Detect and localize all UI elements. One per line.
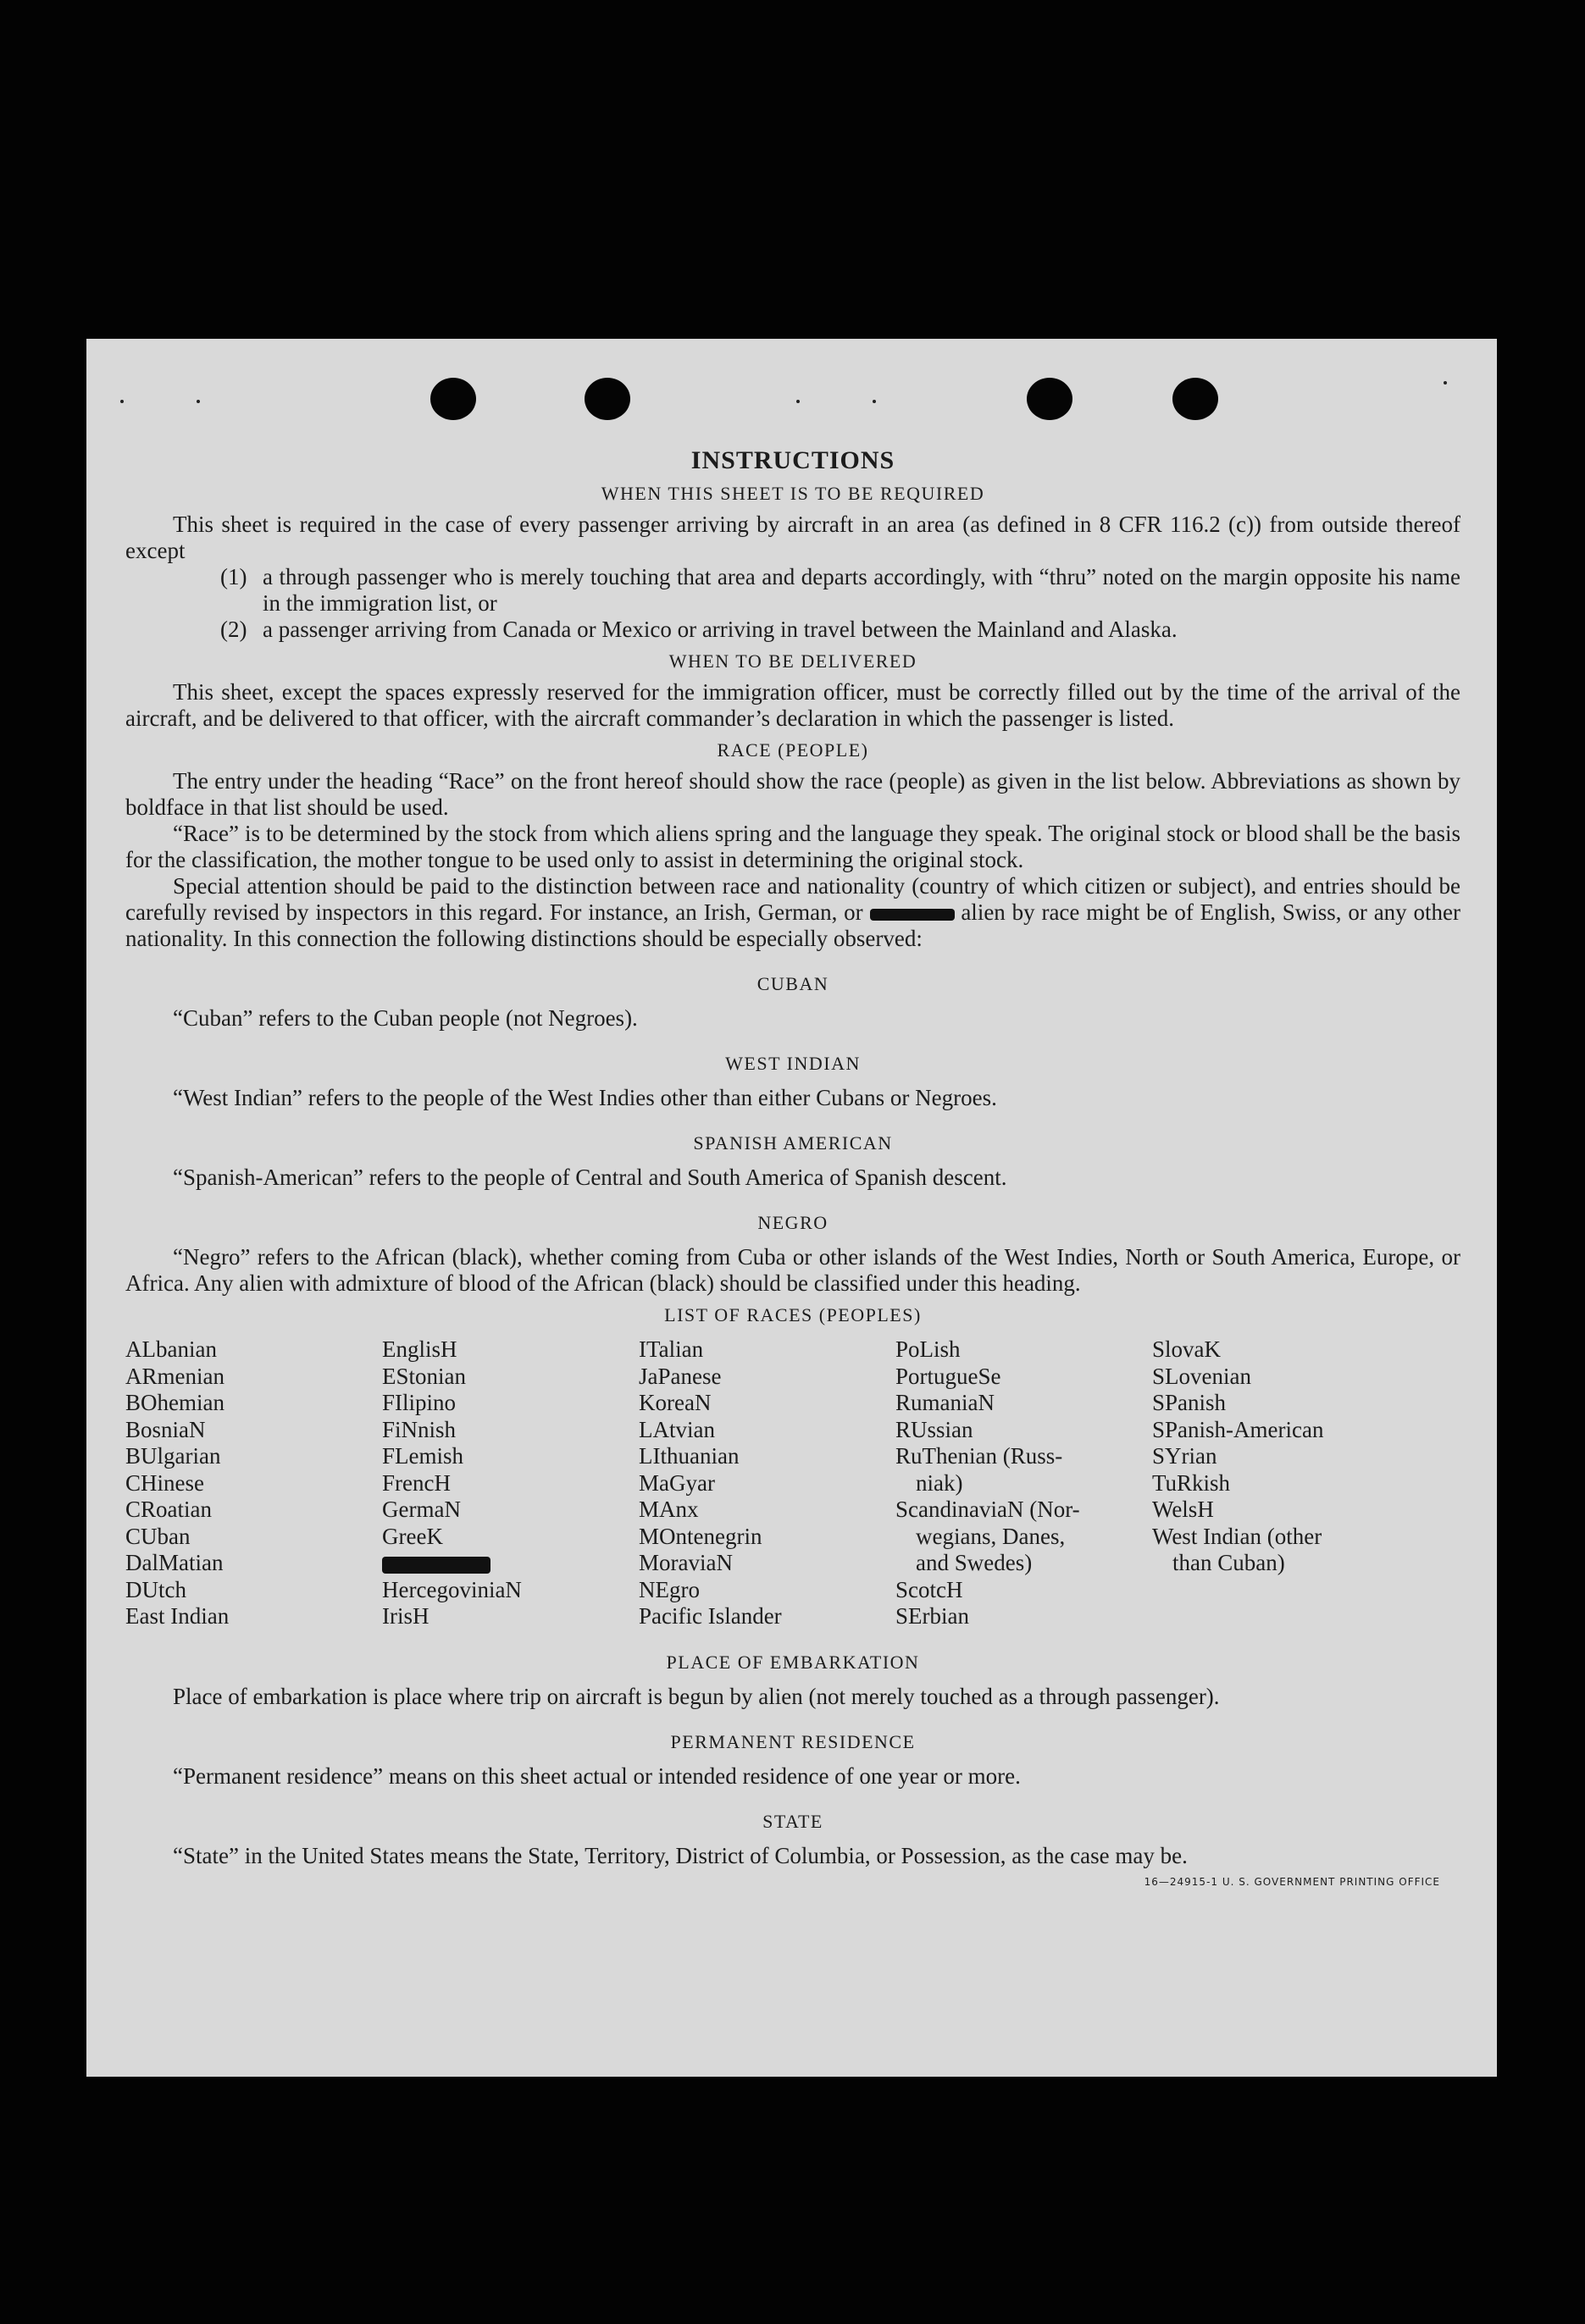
race-entry: ScandinaviaN (Nor- <box>895 1497 1080 1522</box>
race-entry: JaPanese <box>639 1363 722 1389</box>
heading-when-required: WHEN THIS SHEET IS TO BE REQUIRED <box>601 483 985 504</box>
item-number: (1) <box>220 564 247 589</box>
race-entry: IrisH <box>382 1603 430 1629</box>
race-entry-continued: than Cuban) <box>1172 1550 1285 1575</box>
when-delivered-text: This sheet, except the spaces expressly reserved for the immigration officer, must be correctly filled out by the time of the arrival of the aircraft, and be delivered to that officer, with the aircraft commander’s declaration in which the passenger is listed. <box>125 679 1460 731</box>
page-title: INSTRUCTIONS <box>690 446 895 474</box>
race-column-2 <box>382 1336 639 1630</box>
heading-cuban: CUBAN <box>756 973 829 994</box>
race-entry: ScotcH <box>895 1576 963 1602</box>
item-number: (2) <box>220 617 247 642</box>
race-entry: BUlgarian <box>125 1443 221 1469</box>
heading-negro: NEGRO <box>757 1212 829 1233</box>
print-code: 16—24915-1 U. S. GOVERNMENT PRINTING OFFICE <box>1144 1875 1440 1888</box>
speck <box>120 400 124 403</box>
race-entry: WelsH <box>1152 1497 1214 1522</box>
speck <box>796 400 800 403</box>
redaction-mark <box>382 1557 490 1574</box>
race-entry: FLemish <box>382 1443 464 1469</box>
race-entry: EStonian <box>382 1363 466 1389</box>
punch-hole-3 <box>1027 378 1072 420</box>
heading-permanent-residence: PERMANENT RESIDENCE <box>670 1730 916 1752</box>
race-entry: PortugueSe <box>895 1363 1001 1389</box>
punch-hole-4 <box>1172 378 1218 420</box>
race-entry: DUtch <box>125 1576 186 1602</box>
speck <box>873 400 876 403</box>
negro-text: “Negro” refers to the African (black), whether coming from Cuba or other islands of the West Indies, North or South America, Europe, or Africa. Any alien with admixture of blood of the African (black) should be classified under this heading. <box>125 1244 1460 1296</box>
punch-hole-1 <box>430 378 476 420</box>
race-paragraph-3-end: alien by race might be of English, Swiss, or any other nationality. In this connection the following distinctions should be especially observed: <box>125 899 1460 951</box>
embarkation-text: Place of embarkation is place where trip on aircraft is begun by alien (not merely touched as a through passenger). <box>173 1683 1220 1709</box>
spanish-american-text: “Spanish-American” refers to the people of Central and South America of Spanish descent. <box>173 1165 1007 1190</box>
race-column-1 <box>125 1336 382 1630</box>
heading-list-of-races: LIST OF RACES (PEOPLES) <box>664 1304 922 1325</box>
redacted-race-entry <box>382 1550 639 1577</box>
race-entry-continued: niak) <box>916 1469 963 1496</box>
race-entry: RumaniaN <box>895 1390 995 1415</box>
race-entry: FiNnish <box>382 1416 457 1442</box>
race-entry: ITalian <box>639 1336 704 1362</box>
race-list <box>125 1336 1460 1630</box>
state-text: “State” in the United States means the State, Territory, District of Columbia, or Possession, as the case may be. <box>173 1842 1188 1868</box>
race-entry: BosniaN <box>125 1416 206 1442</box>
residence-text: “Permanent residence” means on this sheet actual or intended residence of one year or more. <box>173 1762 1021 1789</box>
race-entry: SYrian <box>1152 1443 1217 1469</box>
heading-spanish-american: SPANISH AMERICAN <box>693 1132 893 1154</box>
heading-embarkation: PLACE OF EMBARKATION <box>666 1651 920 1673</box>
race-entry: KoreaN <box>639 1390 712 1415</box>
race-entry: CUban <box>125 1523 191 1549</box>
race-entry: SPanish-American <box>1152 1416 1324 1442</box>
race-entry: TuRkish <box>1152 1469 1231 1496</box>
race-column-4 <box>895 1336 1152 1630</box>
race-entry: RuThenian (Russ- <box>895 1443 1063 1469</box>
race-column-3 <box>639 1336 895 1630</box>
race-entry: LIthuanian <box>639 1443 740 1469</box>
heading-when-delivered: WHEN TO BE DELIVERED <box>668 650 917 672</box>
race-entry: East Indian <box>125 1603 230 1629</box>
race-entry-continued: wegians, Danes, <box>916 1523 1066 1549</box>
race-entry: SLovenian <box>1152 1363 1251 1389</box>
footer <box>125 1869 1460 1895</box>
race-entry: West Indian (other <box>1152 1523 1322 1549</box>
race-entry: ALbanian <box>125 1336 217 1362</box>
race-entry-continued: and Swedes) <box>916 1550 1033 1575</box>
race-entry: MoraviaN <box>639 1550 733 1575</box>
race-paragraph-1: The entry under the heading “Race” on the front hereof should show the race (people) as given in the list below. Abbreviations as shown by boldface in that list should be used. <box>125 768 1460 820</box>
race-entry: SlovaK <box>1152 1336 1221 1362</box>
race-entry: ARmenian <box>125 1363 224 1389</box>
race-entry: CHinese <box>125 1469 204 1496</box>
race-entry: BOhemian <box>125 1390 224 1415</box>
item-text: a through passenger who is merely touching that area and departs accordingly, with “thru” noted on the margin opposite his name in the immigration list, or <box>263 564 1460 616</box>
heading-race: RACE (PEOPLE) <box>717 739 869 761</box>
cuban-text: “Cuban” refers to the Cuban people (not Negroes). <box>173 1005 638 1031</box>
race-paragraph-3-start: Special attention should be paid to the distinction between race and nationality (country of which citizen or subject), and entries should be carefully revised by inspectors in this regard. For instance, an Irish, German, or <box>125 873 1460 925</box>
race-entry: Pacific Islander <box>639 1603 782 1629</box>
race-entry: MaGyar <box>639 1469 715 1496</box>
redaction-mark <box>870 909 955 921</box>
speck <box>1444 381 1447 385</box>
race-entry: FrencH <box>382 1469 451 1496</box>
exception-item <box>125 617 1460 643</box>
when-required-intro: This sheet is required in the case of every passenger arriving by aircraft in an area (as defined in 8 CFR 116.2 (c)) from outside thereof except <box>125 512 1460 563</box>
race-entry: SPanish <box>1152 1390 1227 1415</box>
document-body <box>125 447 1460 1895</box>
race-entry: CRoatian <box>125 1497 212 1522</box>
west-indian-text: “West Indian” refers to the people of the West Indies other than either Cubans or Negroes. <box>173 1085 997 1110</box>
race-paragraph-3 <box>125 873 1460 952</box>
race-entry: DalMatian <box>125 1550 224 1575</box>
race-entry: LAtvian <box>639 1416 715 1442</box>
instruction-sheet <box>86 339 1497 2077</box>
heading-state: STATE <box>762 1810 823 1832</box>
exception-item <box>125 564 1460 617</box>
race-entry: NEgro <box>639 1576 700 1602</box>
race-entry: EnglisH <box>382 1336 457 1362</box>
race-entry: MOntenegrin <box>639 1523 762 1549</box>
heading-west-indian: WEST INDIAN <box>725 1053 861 1074</box>
speck <box>197 400 200 403</box>
race-entry: MAnx <box>639 1497 699 1522</box>
race-entry: GermaN <box>382 1497 461 1522</box>
race-entry: SErbian <box>895 1603 969 1629</box>
race-entry: GreeK <box>382 1523 443 1549</box>
race-entry: PoLish <box>895 1336 961 1362</box>
race-entry: HercegoviniaN <box>382 1576 522 1602</box>
race-entry: FIlipino <box>382 1390 457 1415</box>
punch-hole-2 <box>585 378 630 420</box>
race-column-5 <box>1152 1336 1409 1630</box>
race-paragraph-2: “Race” is to be determined by the stock from which aliens spring and the language they speak. The original stock or blood shall be the basis for the classification, the mother tongue to be used only to assist in determining the original stock. <box>125 821 1460 872</box>
race-entry: RUssian <box>895 1416 973 1442</box>
item-text: a passenger arriving from Canada or Mexico or arriving in travel between the Mainland and Alaska. <box>263 617 1178 642</box>
